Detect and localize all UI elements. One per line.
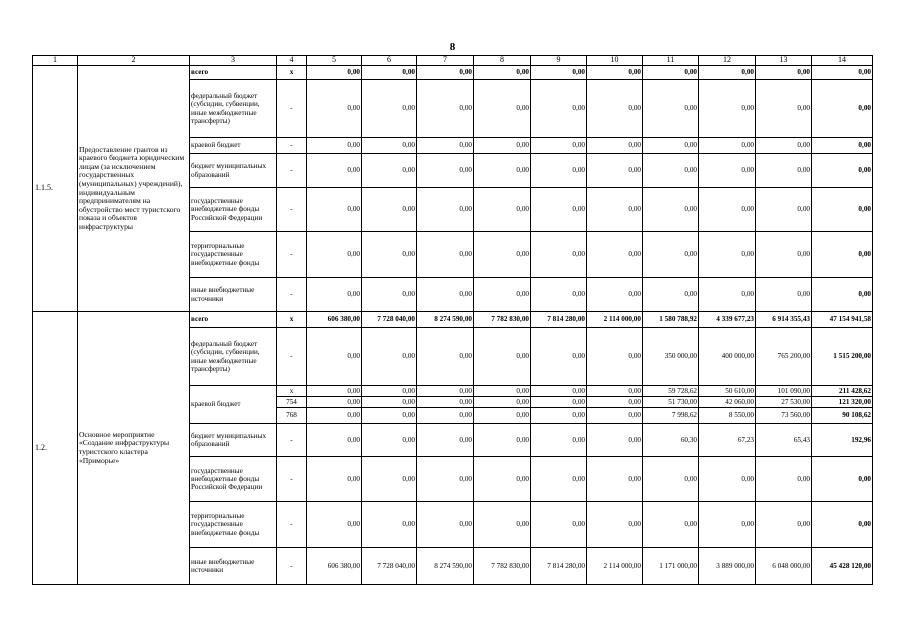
value-cell-12: 0,00 xyxy=(699,138,756,154)
value-cell-6: 0,00 xyxy=(362,138,417,154)
value-cell-13: 0,00 xyxy=(756,502,812,548)
value-cell-10: 2 114 000,00 xyxy=(587,548,643,585)
funding-source: всего xyxy=(190,312,277,328)
budget-table xyxy=(32,55,873,585)
header-cell-3: 3 xyxy=(190,56,277,66)
row-title: Основное мероприятие «Создание инфраструктуры туристского кластера «Приморье» xyxy=(78,312,190,585)
value-cell-9: 0,00 xyxy=(531,424,587,457)
funding-source: краевой бюджет xyxy=(190,386,277,424)
value-cell-11: 51 730,00 xyxy=(643,397,699,408)
value-cell-5: 0,00 xyxy=(307,138,362,154)
funding-source: государственные внебюджетные фонды Российской Федерации xyxy=(190,188,277,232)
value-cell-10: 0,00 xyxy=(587,424,643,457)
value-cell-8: 0,00 xyxy=(474,278,531,312)
value-cell-5: 0,00 xyxy=(307,80,362,138)
value-cell-6: 0,00 xyxy=(362,457,417,502)
value-cell-13: 101 090,00 xyxy=(756,386,812,397)
code-cell: - xyxy=(277,278,307,312)
value-cell-11: 0,00 xyxy=(643,502,699,548)
value-cell-13: 0,00 xyxy=(756,80,812,138)
header-cell-1: 1 xyxy=(33,56,78,66)
value-cell-9: 0,00 xyxy=(531,80,587,138)
value-cell-7: 0,00 xyxy=(417,66,474,80)
header-cell-4: 4 xyxy=(277,56,307,66)
row-title: Предоставление грантов из краевого бюджета юридическим лицам (за исключением государственных (муниципальных) учреждений), индивидуальным предпринимателям на обустройство мест туристского показа и объектов инфраструктуры xyxy=(78,66,190,312)
value-cell-14: 0,00 xyxy=(812,457,873,502)
code-cell: - xyxy=(277,80,307,138)
code-cell: - xyxy=(277,424,307,457)
funding-source: всего xyxy=(190,66,277,80)
value-cell-11: 350 000,00 xyxy=(643,328,699,386)
value-cell-7: 0,00 xyxy=(417,232,474,278)
value-cell-13: 73 560,00 xyxy=(756,408,812,424)
value-cell-7: 0,00 xyxy=(417,188,474,232)
value-cell-13: 0,00 xyxy=(756,138,812,154)
value-cell-12: 42 060,00 xyxy=(699,397,756,408)
value-cell-14: 0,00 xyxy=(812,502,873,548)
value-cell-11: 7 998,62 xyxy=(643,408,699,424)
value-cell-13: 0,00 xyxy=(756,457,812,502)
value-cell-9: 0,00 xyxy=(531,397,587,408)
code-cell: - xyxy=(277,328,307,386)
code-cell: - xyxy=(277,502,307,548)
value-cell-14: 47 154 941,58 xyxy=(812,312,873,328)
value-cell-8: 0,00 xyxy=(474,502,531,548)
value-cell-10: 0,00 xyxy=(587,328,643,386)
value-cell-12: 3 889 000,00 xyxy=(699,548,756,585)
code-cell: - xyxy=(277,457,307,502)
header-cell-11: 11 xyxy=(643,56,699,66)
value-cell-14: 0,00 xyxy=(812,232,873,278)
header-cell-13: 13 xyxy=(756,56,812,66)
value-cell-7: 0,00 xyxy=(417,502,474,548)
row-code: 1.2. xyxy=(33,312,78,585)
value-cell-6: 7 728 040,00 xyxy=(362,312,417,328)
header-cell-8: 8 xyxy=(474,56,531,66)
value-cell-9: 0,00 xyxy=(531,154,587,188)
header-cell-10: 10 xyxy=(587,56,643,66)
value-cell-10: 0,00 xyxy=(587,457,643,502)
value-cell-13: 6 048 000,00 xyxy=(756,548,812,585)
value-cell-10: 0,00 xyxy=(587,66,643,80)
value-cell-8: 0,00 xyxy=(474,154,531,188)
header-row xyxy=(33,56,873,66)
value-cell-12: 400 000,00 xyxy=(699,328,756,386)
value-cell-11: 1 580 788,92 xyxy=(643,312,699,328)
value-cell-9: 0,00 xyxy=(531,328,587,386)
value-cell-8: 0,00 xyxy=(474,424,531,457)
value-cell-6: 0,00 xyxy=(362,188,417,232)
value-cell-7: 8 274 590,00 xyxy=(417,312,474,328)
value-cell-13: 0,00 xyxy=(756,278,812,312)
value-cell-13: 765 200,00 xyxy=(756,328,812,386)
value-cell-10: 0,00 xyxy=(587,397,643,408)
value-cell-13: 27 530,00 xyxy=(756,397,812,408)
table-row xyxy=(33,312,873,328)
value-cell-10: 0,00 xyxy=(587,188,643,232)
value-cell-12: 4 339 677,23 xyxy=(699,312,756,328)
value-cell-10: 0,00 xyxy=(587,386,643,397)
value-cell-10: 0,00 xyxy=(587,278,643,312)
value-cell-6: 7 728 040,00 xyxy=(362,548,417,585)
header-cell-2: 2 xyxy=(78,56,190,66)
value-cell-11: 0,00 xyxy=(643,278,699,312)
value-cell-14: 0,00 xyxy=(812,154,873,188)
value-cell-13: 0,00 xyxy=(756,188,812,232)
header-cell-7: 7 xyxy=(417,56,474,66)
value-cell-6: 0,00 xyxy=(362,408,417,424)
funding-source: бюджет муниципальных образований xyxy=(190,424,277,457)
value-cell-10: 0,00 xyxy=(587,154,643,188)
code-cell: х xyxy=(277,386,307,397)
value-cell-12: 0,00 xyxy=(699,188,756,232)
funding-source: иные внебюджетные источники xyxy=(190,548,277,585)
value-cell-5: 0,00 xyxy=(307,188,362,232)
value-cell-10: 0,00 xyxy=(587,408,643,424)
value-cell-9: 0,00 xyxy=(531,232,587,278)
value-cell-7: 0,00 xyxy=(417,154,474,188)
header-cell-14: 14 xyxy=(812,56,873,66)
value-cell-7: 0,00 xyxy=(417,457,474,502)
value-cell-5: 606 380,00 xyxy=(307,312,362,328)
value-cell-9: 0,00 xyxy=(531,66,587,80)
value-cell-12: 0,00 xyxy=(699,154,756,188)
value-cell-12: 8 550,00 xyxy=(699,408,756,424)
value-cell-13: 65,43 xyxy=(756,424,812,457)
code-cell: - xyxy=(277,548,307,585)
value-cell-5: 0,00 xyxy=(307,66,362,80)
value-cell-8: 0,00 xyxy=(474,232,531,278)
table-row xyxy=(33,66,873,80)
value-cell-11: 0,00 xyxy=(643,138,699,154)
funding-source: краевой бюджет xyxy=(190,138,277,154)
code-cell: х xyxy=(277,66,307,80)
value-cell-5: 0,00 xyxy=(307,232,362,278)
funding-source: территориальные государственные внебюджетные фонды xyxy=(190,232,277,278)
value-cell-12: 50 610,00 xyxy=(699,386,756,397)
value-cell-5: 0,00 xyxy=(307,397,362,408)
code-cell: 754 xyxy=(277,397,307,408)
value-cell-7: 0,00 xyxy=(417,138,474,154)
value-cell-11: 0,00 xyxy=(643,154,699,188)
value-cell-14: 0,00 xyxy=(812,278,873,312)
value-cell-9: 7 814 280,00 xyxy=(531,548,587,585)
value-cell-5: 0,00 xyxy=(307,328,362,386)
value-cell-11: 0,00 xyxy=(643,66,699,80)
value-cell-13: 0,00 xyxy=(756,232,812,278)
value-cell-12: 0,00 xyxy=(699,66,756,80)
code-cell: - xyxy=(277,138,307,154)
funding-source: иные внебюджетные источники xyxy=(190,278,277,312)
funding-source: территориальные государственные внебюджетные фонды xyxy=(190,502,277,548)
value-cell-7: 0,00 xyxy=(417,80,474,138)
value-cell-7: 0,00 xyxy=(417,386,474,397)
value-cell-6: 0,00 xyxy=(362,66,417,80)
value-cell-8: 0,00 xyxy=(474,328,531,386)
value-cell-12: 0,00 xyxy=(699,502,756,548)
code-cell: - xyxy=(277,232,307,278)
value-cell-11: 59 728,62 xyxy=(643,386,699,397)
funding-source: бюджет муниципальных образований xyxy=(190,154,277,188)
value-cell-8: 0,00 xyxy=(474,188,531,232)
value-cell-14: 192,96 xyxy=(812,424,873,457)
value-cell-12: 0,00 xyxy=(699,80,756,138)
code-cell: - xyxy=(277,154,307,188)
header-cell-6: 6 xyxy=(362,56,417,66)
value-cell-12: 0,00 xyxy=(699,457,756,502)
value-cell-8: 0,00 xyxy=(474,386,531,397)
value-cell-12: 0,00 xyxy=(699,278,756,312)
value-cell-14: 211 428,62 xyxy=(812,386,873,397)
value-cell-14: 45 428 120,00 xyxy=(812,548,873,585)
value-cell-10: 0,00 xyxy=(587,502,643,548)
value-cell-6: 0,00 xyxy=(362,154,417,188)
value-cell-13: 0,00 xyxy=(756,154,812,188)
value-cell-6: 0,00 xyxy=(362,278,417,312)
value-cell-11: 0,00 xyxy=(643,188,699,232)
value-cell-8: 7 782 830,00 xyxy=(474,312,531,328)
value-cell-14: 1 515 200,00 xyxy=(812,328,873,386)
header-cell-5: 5 xyxy=(307,56,362,66)
code-cell: - xyxy=(277,188,307,232)
value-cell-5: 0,00 xyxy=(307,278,362,312)
value-cell-7: 0,00 xyxy=(417,424,474,457)
header-cell-12: 12 xyxy=(699,56,756,66)
funding-source: федеральный бюджет (субсидии, субвенции, иные межбюджетные трансферты) xyxy=(190,328,277,386)
value-cell-8: 0,00 xyxy=(474,80,531,138)
value-cell-11: 0,00 xyxy=(643,80,699,138)
value-cell-5: 0,00 xyxy=(307,457,362,502)
value-cell-10: 2 114 000,00 xyxy=(587,312,643,328)
value-cell-8: 0,00 xyxy=(474,408,531,424)
value-cell-7: 0,00 xyxy=(417,328,474,386)
value-cell-14: 0,00 xyxy=(812,80,873,138)
value-cell-9: 0,00 xyxy=(531,502,587,548)
value-cell-6: 0,00 xyxy=(362,232,417,278)
header-cell-9: 9 xyxy=(531,56,587,66)
value-cell-14: 121 320,00 xyxy=(812,397,873,408)
value-cell-6: 0,00 xyxy=(362,80,417,138)
value-cell-14: 0,00 xyxy=(812,188,873,232)
value-cell-13: 0,00 xyxy=(756,66,812,80)
code-cell: х xyxy=(277,312,307,328)
value-cell-8: 7 782 830,00 xyxy=(474,548,531,585)
value-cell-10: 0,00 xyxy=(587,138,643,154)
value-cell-9: 0,00 xyxy=(531,386,587,397)
value-cell-6: 0,00 xyxy=(362,424,417,457)
value-cell-14: 90 108,62 xyxy=(812,408,873,424)
value-cell-5: 0,00 xyxy=(307,386,362,397)
page-number: 8 xyxy=(449,41,456,53)
value-cell-11: 60,30 xyxy=(643,424,699,457)
value-cell-9: 0,00 xyxy=(531,138,587,154)
value-cell-5: 0,00 xyxy=(307,408,362,424)
table-body xyxy=(33,56,873,585)
value-cell-8: 0,00 xyxy=(474,138,531,154)
value-cell-9: 0,00 xyxy=(531,188,587,232)
value-cell-9: 7 814 280,00 xyxy=(531,312,587,328)
value-cell-7: 8 274 590,00 xyxy=(417,548,474,585)
value-cell-11: 0,00 xyxy=(643,457,699,502)
value-cell-7: 0,00 xyxy=(417,278,474,312)
value-cell-14: 0,00 xyxy=(812,66,873,80)
value-cell-5: 0,00 xyxy=(307,424,362,457)
value-cell-6: 0,00 xyxy=(362,386,417,397)
funding-source: федеральный бюджет (субсидии, субвенции, иные межбюджетные трансферты) xyxy=(190,80,277,138)
value-cell-12: 67,23 xyxy=(699,424,756,457)
value-cell-6: 0,00 xyxy=(362,397,417,408)
value-cell-11: 1 171 000,00 xyxy=(643,548,699,585)
value-cell-6: 0,00 xyxy=(362,328,417,386)
value-cell-8: 0,00 xyxy=(474,66,531,80)
value-cell-8: 0,00 xyxy=(474,397,531,408)
funding-source: государственные внебюджетные фонды Российской Федерации xyxy=(190,457,277,502)
value-cell-7: 0,00 xyxy=(417,397,474,408)
value-cell-10: 0,00 xyxy=(587,80,643,138)
value-cell-8: 0,00 xyxy=(474,457,531,502)
value-cell-7: 0,00 xyxy=(417,408,474,424)
value-cell-9: 0,00 xyxy=(531,408,587,424)
value-cell-13: 6 914 355,43 xyxy=(756,312,812,328)
value-cell-12: 0,00 xyxy=(699,232,756,278)
value-cell-5: 0,00 xyxy=(307,502,362,548)
code-cell: 768 xyxy=(277,408,307,424)
value-cell-9: 0,00 xyxy=(531,278,587,312)
value-cell-5: 0,00 xyxy=(307,154,362,188)
value-cell-11: 0,00 xyxy=(643,232,699,278)
value-cell-5: 606 380,00 xyxy=(307,548,362,585)
value-cell-9: 0,00 xyxy=(531,457,587,502)
value-cell-10: 0,00 xyxy=(587,232,643,278)
value-cell-6: 0,00 xyxy=(362,502,417,548)
row-code: 1.1.5. xyxy=(33,66,78,312)
value-cell-14: 0,00 xyxy=(812,138,873,154)
